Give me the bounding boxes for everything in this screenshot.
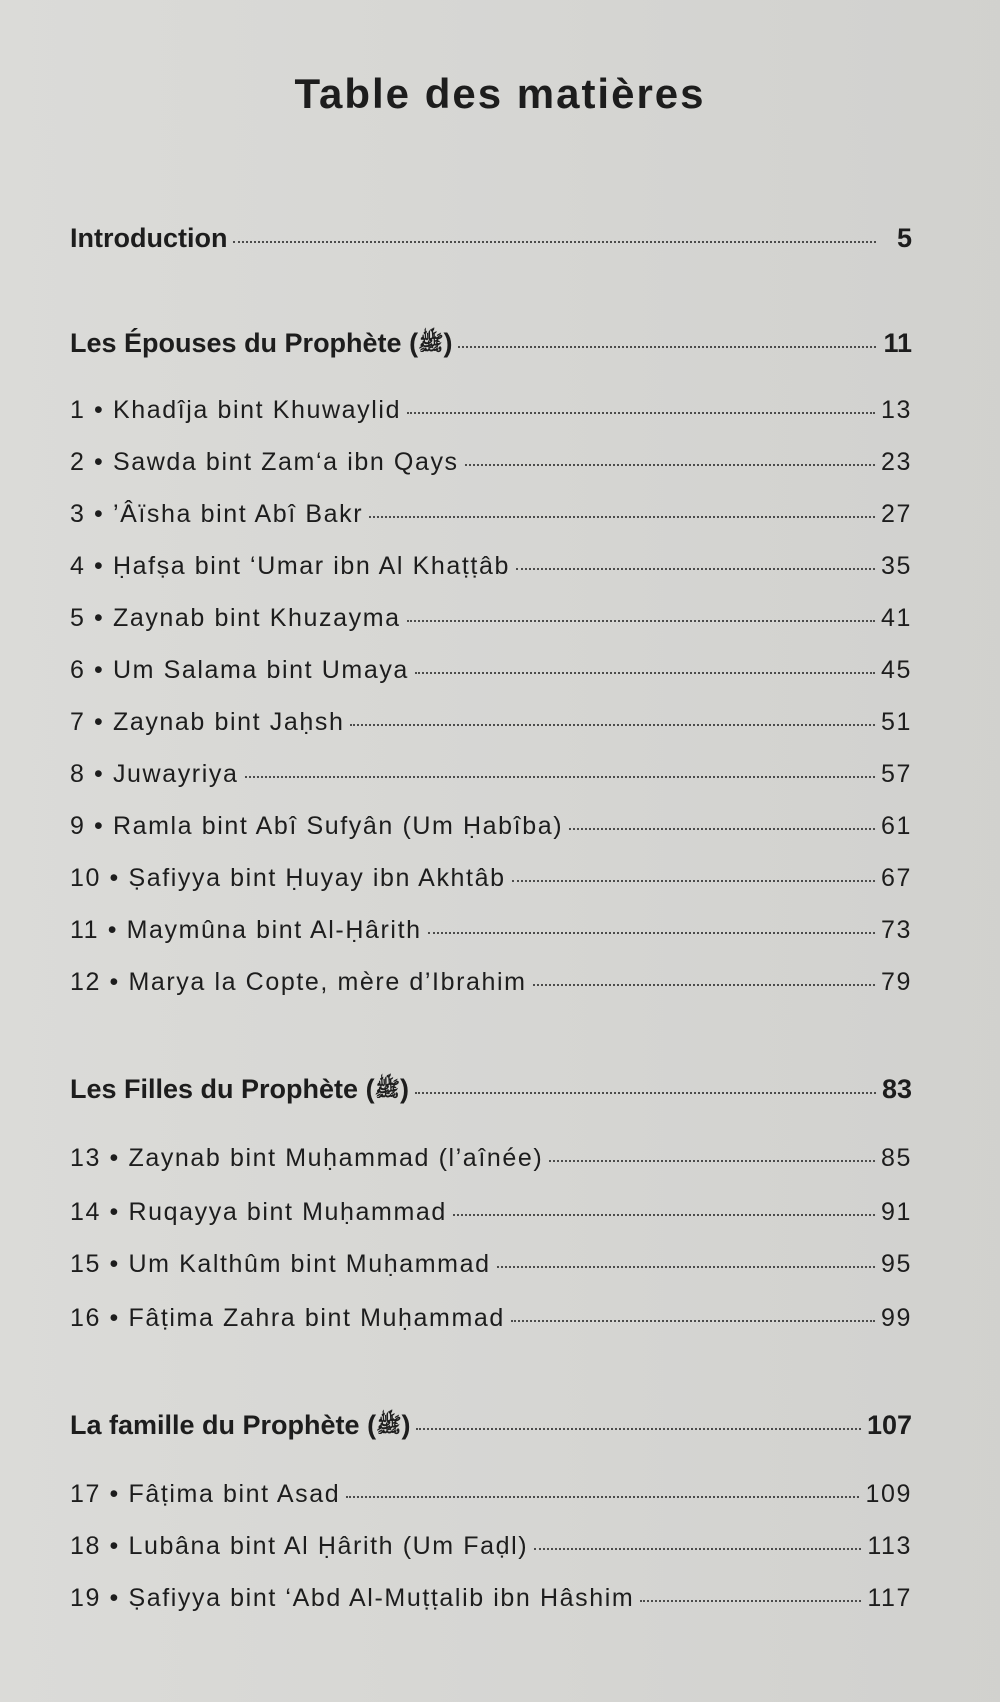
toc-section-label: Les Épouses du Prophète (ﷺ) [70,328,452,363]
dot-leader [233,240,876,243]
toc-page-number: 61 [880,812,912,840]
dot-leader [640,1599,861,1602]
toc-entry-label: 13 • Zaynab bint Muḥammad (l’aînée) [70,1144,544,1172]
dot-leader [534,1547,861,1550]
toc-entry-label: 1 • Khadîja bint Khuwaylid [70,396,402,424]
dot-leader [512,879,875,882]
salutation-symbol: ﷺ [418,332,444,355]
dot-leader [533,983,875,986]
dot-leader [407,619,875,622]
toc-entry-label: 12 • Marya la Copte, mère d’Ibrahim [70,968,527,996]
dot-leader [407,411,875,414]
toc-section-title: Les Épouses du Prophète [70,328,402,358]
dot-leader [549,1159,875,1162]
toc-section-title: La famille du Prophète [70,1410,360,1440]
toc-entry-label: 6 • Um Salama bint Umaya [70,656,409,684]
toc-entry-label: 17 • Fâṭima bint Asad [70,1480,341,1508]
toc-entry-3 [70,500,912,529]
toc-entry-label: 3 • ’Âïsha bint Abî Bakr [70,500,364,528]
toc-page-number: 51 [880,708,912,736]
toc-section-label: Introduction [70,223,228,253]
toc-entry-10 [70,864,912,893]
toc-entry-label: 8 • Juwayriya [70,760,239,788]
salutation-symbol: ﷺ [374,1078,400,1101]
toc-section-epouses [70,328,912,363]
toc-section-filles [70,1074,912,1109]
toc-section-famille [70,1410,912,1445]
dot-leader [369,515,875,518]
toc-page-number: 11 [883,328,912,358]
toc-page-number: 45 [880,656,912,684]
dot-leader [350,723,875,726]
toc-section-title: Les Filles du Prophète [70,1074,359,1104]
toc-entry-18 [70,1532,912,1561]
page-title: Table des matières [294,70,706,117]
dot-leader [415,671,875,674]
toc-page-number: 107 [866,1410,912,1440]
toc-entry-label: 15 • Um Kalthûm bint Muḥammad [70,1250,491,1278]
dot-leader [245,775,875,778]
toc-entry-9 [70,812,912,841]
dot-leader [346,1495,859,1498]
toc-entry-6 [70,656,912,685]
toc-page-number: 83 [881,1074,912,1104]
toc-page-number: 35 [880,552,912,580]
toc-page-number: 79 [880,968,912,996]
toc-page-number: 95 [880,1250,912,1278]
toc-entry-17 [70,1480,912,1509]
toc-entry-12 [70,968,912,997]
toc-entry-label: 10 • Ṣafiyya bint Ḥuyay ibn Akhtâb [70,864,506,892]
toc-page-number: 5 [896,223,912,253]
dot-leader [511,1319,875,1322]
toc-entry-label: 14 • Ruqayya bint Muḥammad [70,1198,447,1226]
toc-entry-16 [70,1304,912,1333]
toc-page-number: 117 [867,1584,912,1612]
toc-page-number: 73 [880,916,912,944]
toc-page-number: 57 [880,760,912,788]
toc-entry-label: 16 • Fâṭima Zahra bint Muḥammad [70,1304,505,1332]
toc-entry-label: 19 • Ṣafiyya bint ‘Abd Al-Muṭṭalib ibn Hâshim [70,1584,635,1612]
toc-entry-11 [70,916,912,945]
toc-entry-label: 4 • Ḥafṣa bint ‘Umar ibn Al Khaṭṭâb [70,552,510,580]
toc-entry-label: 5 • Zaynab bint Khuzayma [70,604,401,632]
toc-entry-7 [70,708,912,737]
toc-entry-label: 2 • Sawda bint Zam‘a ibn Qays [70,448,459,476]
toc-page-number: 113 [867,1532,912,1560]
salutation-symbol: ﷺ [376,1414,402,1437]
toc-entry-label: 9 • Ramla bint Abî Sufyân (Um Ḥabîba) [70,812,564,840]
dot-leader [458,345,876,348]
dot-leader [415,1091,876,1094]
dot-leader [428,931,875,934]
toc-page-number: 99 [880,1304,912,1332]
dot-leader [569,827,875,830]
toc-section-label: Les Filles du Prophète (ﷺ) [70,1074,409,1109]
toc-entry-19 [70,1584,912,1613]
toc-entry-8 [70,760,912,789]
toc-page-number: 91 [880,1198,912,1226]
toc-entry-2 [70,448,912,477]
toc-section-introduction [70,223,912,254]
toc-entry-label: 18 • Lubâna bint Al Ḥârith (Um Faḍl) [70,1532,529,1560]
toc-entry-4 [70,552,912,581]
toc-page-number: 13 [880,396,912,424]
toc-page-number: 67 [880,864,912,892]
toc-page-number: 85 [880,1144,912,1172]
toc-section-label: La famille du Prophète (ﷺ) [70,1410,410,1445]
toc-entry-5 [70,604,912,633]
dot-leader [416,1427,861,1430]
toc-page-number: 109 [865,1480,912,1508]
toc-page-number: 23 [880,448,912,476]
dot-leader [516,567,875,570]
dot-leader [497,1265,875,1268]
toc-entry-label: 11 • Maymûna bint Al-Ḥârith [70,916,422,944]
toc-entry-13 [70,1144,912,1173]
dot-leader [465,463,875,466]
toc-entry-1 [70,396,912,425]
toc-entry-label: 7 • Zaynab bint Jaḥsh [70,708,345,736]
toc-entry-15 [70,1250,912,1279]
dot-leader [453,1213,875,1216]
toc-page-number: 41 [880,604,912,632]
toc-entry-14 [70,1198,912,1227]
toc-page-number: 27 [880,500,912,528]
